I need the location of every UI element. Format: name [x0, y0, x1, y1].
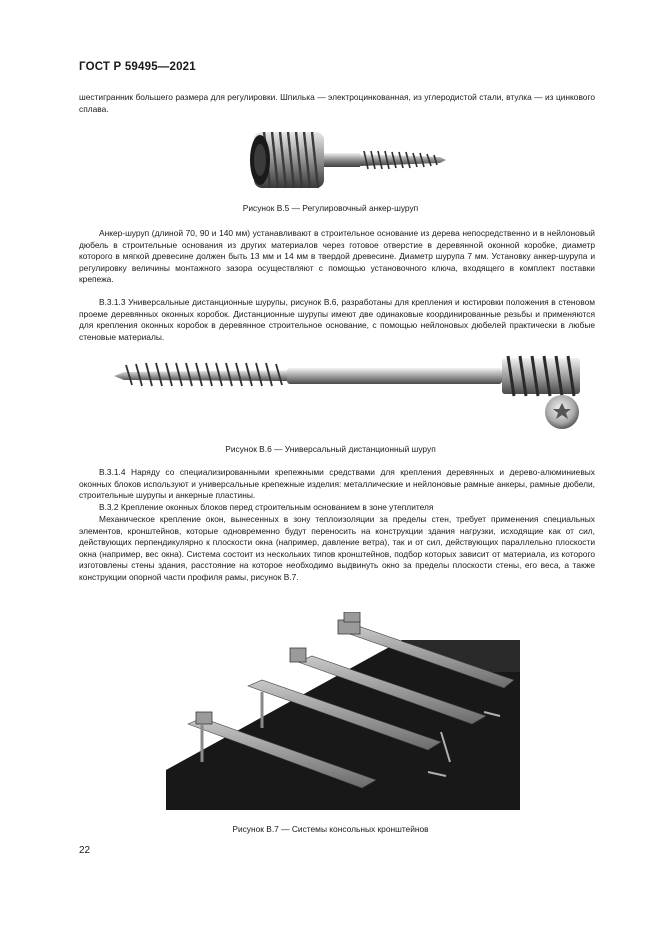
caption-figure-b5: Рисунок В.5 — Регулировочный анкер-шуруп: [242, 203, 419, 213]
figure-adjustable-anchor-screw: [240, 124, 450, 196]
paragraph-b3-2-heading: В.3.2 Крепление оконных блоков перед строительным основанием в зоне утеплителя: [99, 502, 434, 512]
caption-figure-b7: Рисунок В.7 — Системы консольных кронштейнов: [232, 824, 429, 834]
paragraph-mechanical-fastening: Механическое крепление окон, вынесенных в зону теплоизоляции за пределы стен, требует применения специальных элементов, кронштейнов, которые одновременно будут переносить на конструкции здания нагрузки, исходящие как от сил, действующих перпендикулярно к плоскости окна (например, давление ветра), так и от сил, действующих параллельно плоскости окна (например, вес окна). Система состоит из нескольких типов кронштейнов, подбор которых зависит от материала, из которого изготовлены стены здания, расстояние на которое необходимо выдвинуть окно за пределы плоскости стены, его веса, а также конструкции опорной части профиля рамы, рисунок В.7.: [79, 514, 595, 582]
screw-smooth-shaft: [287, 368, 502, 384]
anchor-screw-rod: [324, 151, 446, 169]
figure-cantilever-bracket-systems: [166, 612, 520, 810]
paragraph-b3-1-4: В.3.1.4 Наряду со специализированными крепежными средствами для крепления деревянных и дерево-алюминиевых оконных блоков используют и универсальные крепежные изделия: металлические и нейлоновые рамные анкеры, рамные дюбели, строительные шурупы и анкерные пластины.: [79, 467, 595, 501]
anchor-screw-sleeve: [250, 132, 324, 188]
paragraph-anchor-screw-installation: Анкер-шуруп (длиной 70, 90 и 140 мм) устанавливают в строительное основание из дерева непосредственно и в нейлоновый дюбель в строительные основания из других материалов через готовое отверстие в деревянной оконной коробке, диаметр которого в мягкой древесине должен быть 13 мм и 14 мм в твердой древесине. Диаметр шурупа 7 мм. Установку анкер-шурупа и регулировку величины монтажного зазора осуществляют с помощью установочного ключа, входящего в комплект поставки крепежа.: [79, 228, 595, 285]
screw-tip-thread: [114, 363, 287, 386]
figure-universal-distance-screw: [112, 348, 592, 432]
page-header-standard: ГОСТ Р 59495—2021: [79, 61, 196, 73]
caption-figure-b6: Рисунок В.6 — Универсальный дистанционный шуруп: [225, 444, 436, 454]
paragraph-sleeve-description: шестигранник большего размера для регулировки. Шпилька — электроцинкованная, из углеродистой стали, втулка — из цинкового сплава.: [79, 92, 595, 114]
paragraph-b3-1-3: В.3.1.3 Универсальные дистанционные шурупы, рисунок В.6, разработаны для крепления и юстировки положения в стеновом проеме деревянных оконных коробок. Дистанционные шурупы имеют две одинаковые координированные резьбы и применяются для крепления оконных коробок в деревянное строительное основание, с помощью нейлоновых дюбелей практически в любые стеновые материалы.: [79, 297, 595, 342]
screw-head-torx-end: [545, 395, 579, 429]
page-number: 22: [79, 845, 91, 856]
screw-head-thread: [502, 356, 580, 396]
